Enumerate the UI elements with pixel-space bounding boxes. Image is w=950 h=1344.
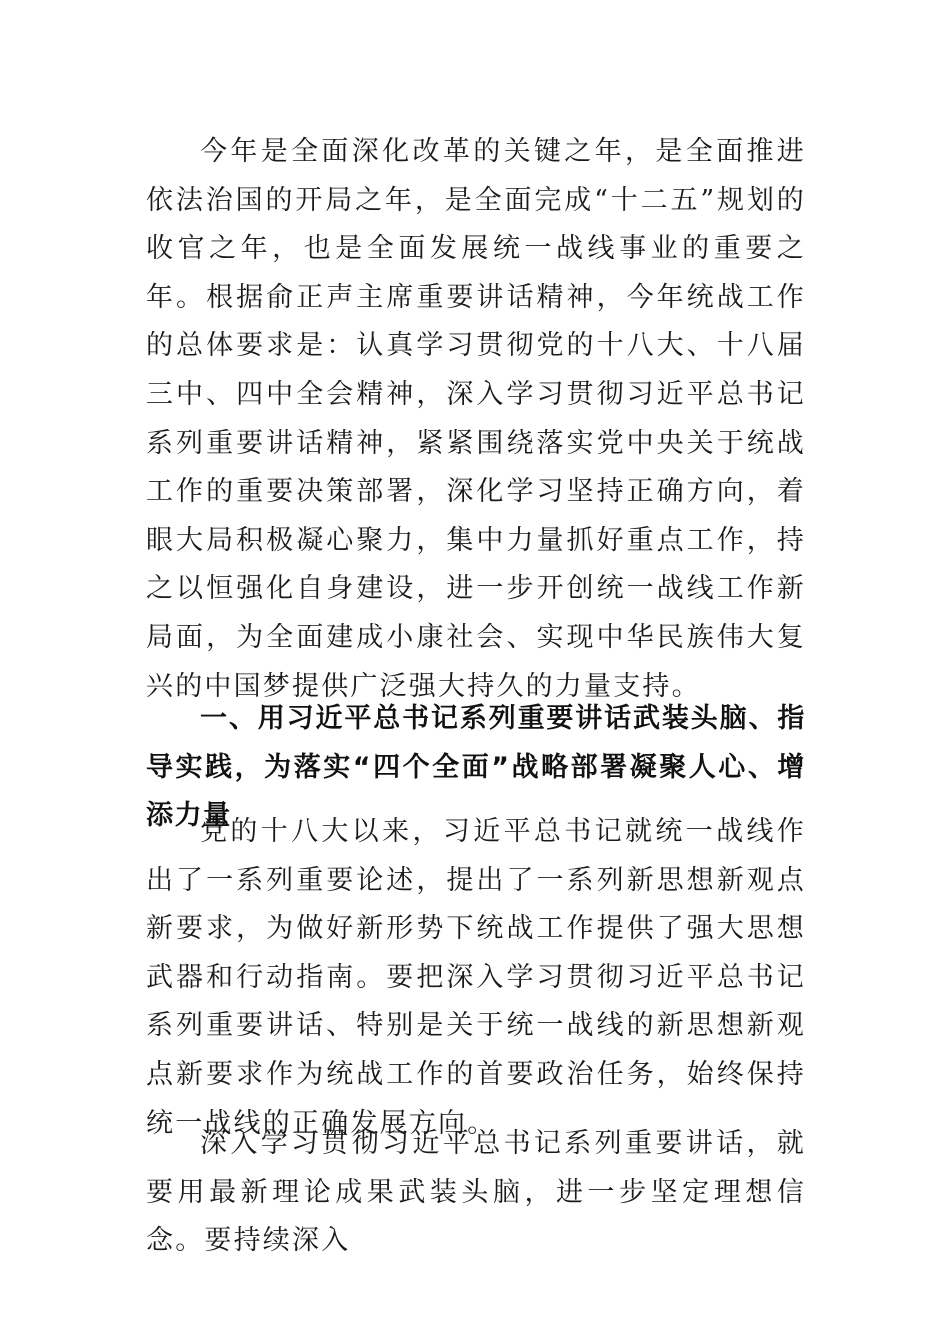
section-heading-1: 一、用习近平总书记系列重要讲话武装头脑、指导实践，为落实“四个全面”战略部署凝聚人心、增添力量 xyxy=(146,703,806,832)
body-paragraph-section-1: 党的十八大以来，习近平总书记就统一战线作出了一系列重要论述，提出了一系列新思想新观点新要求，为做好新形势下统战工作提供了强大思想武器和行动指南。要把深入学习贯彻习近平总书记系列重要讲话、特别是关于统一战线的新思想新观点新要求作为统战工作的首要政治任务，始终保持统一战线的正确发展方向。 xyxy=(146,816,806,1139)
body-paragraph-intro: 今年是全面深化改革的关键之年，是全面推进依法治国的开局之年，是全面完成“十二五”规划的收官之年，也是全面发展统一战线事业的重要之年。根据俞正声主席重要讲话精神，今年统战工作的总体要求是：认真学习贯彻党的十八大、十八届三中、四中全会精神，深入学习贯彻习近平总书记系列重要讲话精神，紧紧围绕落实党中央关于统战工作的重要决策部署，深化学习坚持正确方向，着眼大局积极凝心聚力，集中力量抓好重点工作，持之以恒强化自身建设，进一步开创统一战线工作新局面，为全面建成小康社会、实现中华民族伟大复兴的中国梦提供广泛强大持久的力量支持。 xyxy=(146,136,806,702)
body-paragraph-section-1-continued: 深入学习贯彻习近平总书记系列重要讲话，就要用最新理论成果武装头脑，进一步坚定理想信念。要持续深入 xyxy=(146,1128,806,1257)
